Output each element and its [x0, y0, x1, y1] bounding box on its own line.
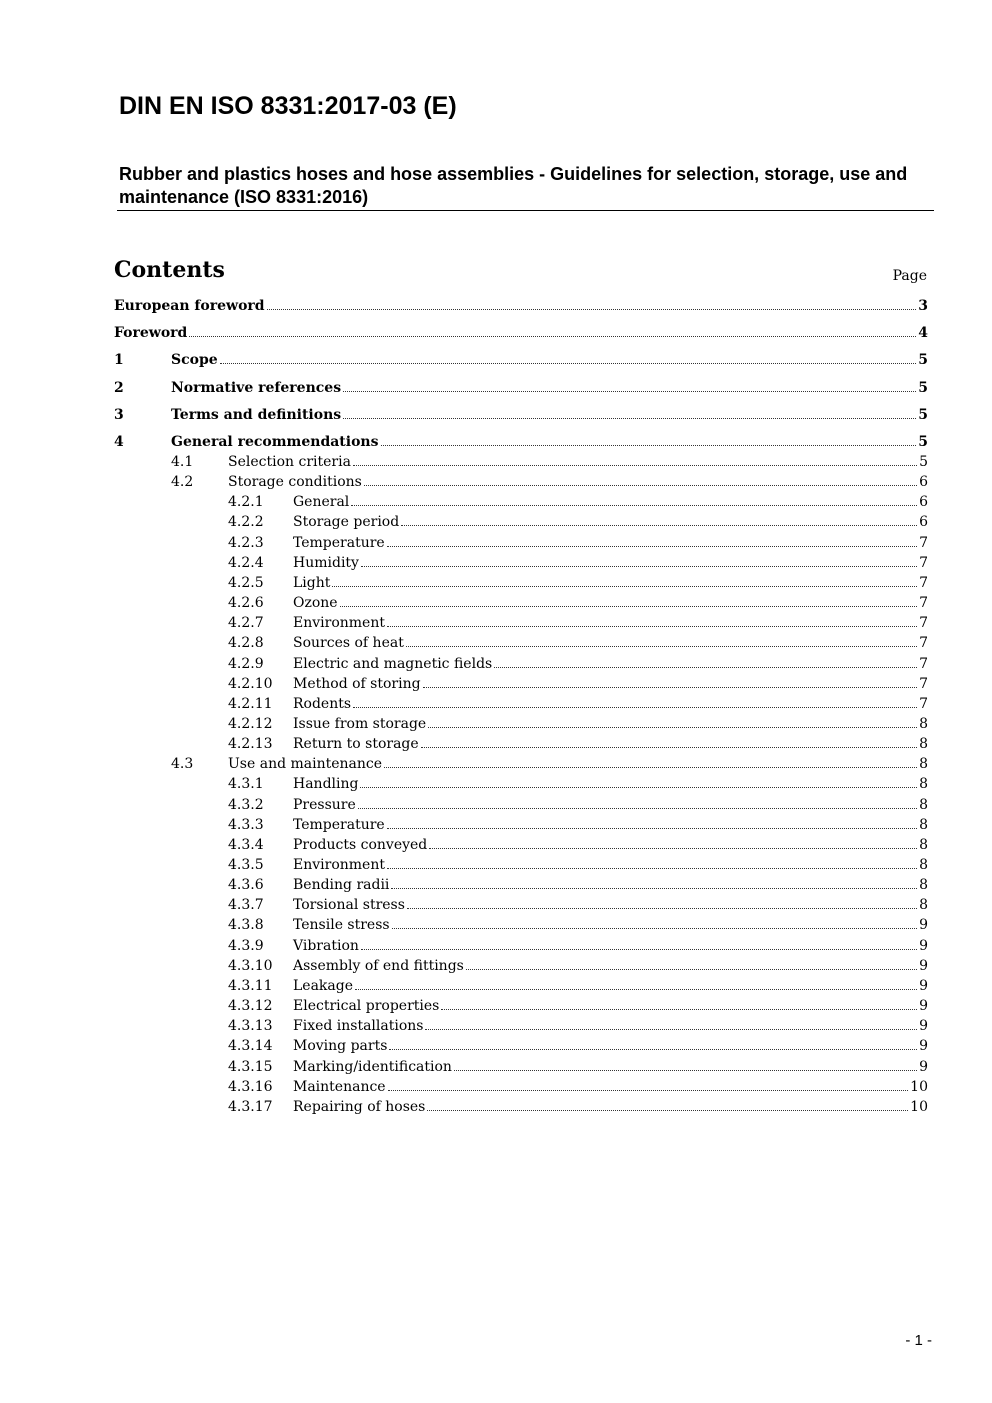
toc-leader-dots: [358, 808, 917, 809]
toc-entry-number: 4.3.10: [228, 957, 273, 974]
toc-leader-dots: [406, 646, 917, 647]
toc-entry-page: 8: [919, 736, 928, 753]
toc-entry-number: 4.2.9: [228, 655, 264, 672]
toc-entry-title: Fixed installations: [293, 1018, 424, 1035]
toc-entry-title: Rodents: [293, 695, 352, 712]
toc-entry[interactable]: [114, 716, 928, 736]
toc-entry-page: 7: [919, 595, 928, 612]
toc-entry-title: Temperature: [293, 816, 385, 833]
toc-leader-dots: [361, 949, 917, 950]
toc-entry-number: 4.3.1: [228, 776, 264, 793]
toc-entry-title: Ozone: [293, 595, 338, 612]
toc-entry-title: Pressure: [293, 796, 356, 813]
toc-entry-page: 5: [918, 379, 928, 396]
toc-entry-page: 5: [918, 352, 928, 369]
toc-entry-page: 9: [919, 1058, 928, 1075]
toc-leader-dots: [428, 727, 917, 728]
toc-entry-number: 4.3.7: [228, 897, 264, 914]
toc-entry-page: 8: [919, 816, 928, 833]
toc-entry-title: Storage period: [293, 514, 400, 531]
toc-entry-number: 4.2: [171, 474, 194, 491]
toc-leader-dots: [401, 525, 917, 526]
toc-entry-title: Vibration: [293, 937, 359, 954]
toc-entry-page: 8: [919, 857, 928, 873]
toc-leader-dots: [267, 309, 917, 310]
toc-entry-page: 7: [919, 695, 928, 712]
toc-entry-title: Environment: [293, 857, 385, 873]
toc-entry-title: Normative references: [171, 379, 342, 396]
toc-entry-page: 9: [919, 998, 928, 1015]
toc-leader-dots: [441, 1009, 917, 1010]
toc-entry[interactable]: [114, 352, 928, 376]
toc-entry-title: Marking/identification: [293, 1058, 452, 1075]
toc-leader-dots: [387, 546, 917, 547]
toc-entry-number: 4.3.11: [228, 977, 273, 994]
toc-entry-page: 9: [919, 957, 928, 974]
toc-entry-page: 7: [919, 554, 928, 571]
toc-entry-title: Return to storage: [293, 736, 419, 753]
toc-entry-number: 4.2.13: [228, 736, 273, 753]
toc-entry-title: General recommendations: [171, 434, 379, 450]
toc-entry-page: 3: [918, 298, 928, 314]
toc-entry[interactable]: [114, 998, 928, 1018]
toc-entry[interactable]: [114, 325, 928, 349]
toc-entry-page: 8: [919, 776, 928, 793]
toc-entry-number: 4.2.12: [228, 715, 273, 732]
toc-entry-page: 9: [919, 1018, 928, 1035]
page-column-label: Page: [892, 268, 927, 284]
toc-entry[interactable]: [114, 877, 928, 897]
toc-entry-number: 4.2.4: [228, 554, 264, 571]
toc-entry-page: 8: [919, 715, 928, 732]
toc-entry-number: 4.3.14: [228, 1038, 273, 1055]
toc-entry[interactable]: [114, 1079, 928, 1099]
toc-entry-page: 10: [910, 1098, 928, 1115]
toc-entry-number: 4.3.13: [228, 1018, 273, 1035]
toc-entry-title: Handling: [293, 776, 359, 793]
toc-entry-page: 6: [919, 494, 928, 511]
toc-entry-number: 3: [114, 406, 124, 423]
toc-entry-page: 6: [919, 514, 928, 531]
toc-entry-number: 4.3.15: [228, 1058, 273, 1075]
toc-entry-title: Light: [293, 574, 331, 591]
toc-entry-title: Storage conditions: [228, 474, 362, 491]
toc-entry-page: 7: [919, 574, 928, 591]
toc-entry-title: Issue from storage: [293, 715, 427, 732]
toc-entry-number: 4.3.4: [228, 836, 264, 853]
toc-entry-title: Environment: [293, 615, 385, 632]
toc-entry-title: Scope: [171, 352, 218, 369]
toc-entry-title: Tensile stress: [293, 917, 390, 934]
toc-entry-number: 4.3.8: [228, 917, 264, 934]
toc-leader-dots: [220, 363, 917, 364]
toc-leader-dots: [494, 667, 917, 668]
toc-leader-dots: [343, 391, 916, 392]
toc-entry-number: 4.3.9: [228, 937, 264, 954]
toc-entry-title: Torsional stress: [293, 897, 405, 914]
toc-entry-number: 4: [114, 434, 124, 450]
toc-leader-dots: [425, 1029, 917, 1030]
toc-entry[interactable]: [114, 555, 928, 575]
toc-entry-number: 4.3: [171, 756, 194, 773]
toc-entry[interactable]: [114, 736, 928, 756]
toc-entry[interactable]: [114, 595, 928, 615]
toc-leader-dots: [361, 566, 917, 567]
toc-entry-page: 5: [919, 454, 928, 470]
toc-leader-dots: [343, 418, 916, 419]
toc-leader-dots: [391, 888, 917, 889]
toc-entry-title: Bending radii: [293, 877, 390, 894]
toc-entry[interactable]: [114, 837, 928, 857]
toc-entry-title: Terms and definitions: [171, 406, 342, 423]
toc-entry[interactable]: [114, 1059, 928, 1079]
toc-entry[interactable]: [114, 1099, 928, 1119]
toc-entry-title: European foreword: [114, 298, 265, 314]
toc-leader-dots: [429, 848, 917, 849]
toc-entry-title: General: [293, 494, 350, 511]
toc-entry-page: 5: [918, 434, 928, 450]
toc-entry-page: 8: [919, 756, 928, 773]
toc-entry-title: Temperature: [293, 534, 385, 551]
toc-entry-title: Sources of heat: [293, 635, 404, 652]
toc-entry[interactable]: [114, 857, 928, 877]
toc-entry-page: 9: [919, 937, 928, 954]
toc-entry[interactable]: [114, 494, 928, 514]
toc-entry-title: Moving parts: [293, 1038, 388, 1055]
toc-entry-page: 8: [919, 796, 928, 813]
toc-entry[interactable]: [114, 380, 928, 404]
toc-leader-dots: [421, 747, 917, 748]
toc-entry[interactable]: [114, 776, 928, 796]
toc-entry-title: Electric and magnetic fields: [293, 655, 493, 672]
toc-leader-dots: [427, 1110, 908, 1111]
toc-entry-page: 8: [919, 836, 928, 853]
toc-entry-page: 10: [910, 1078, 928, 1095]
toc-entry[interactable]: [114, 615, 928, 635]
title-divider: [117, 210, 934, 211]
toc-entry-number: 4.1: [171, 454, 194, 470]
toc-leader-dots: [392, 928, 917, 929]
toc-entry-number: 1: [114, 352, 124, 369]
toc-entry-number: 4.2.1: [228, 494, 264, 511]
toc-leader-dots: [388, 1090, 909, 1091]
toc-entry[interactable]: [114, 797, 928, 817]
toc-entry-number: 4.3.17: [228, 1098, 273, 1115]
toc-entry-title: Products conveyed: [293, 836, 428, 853]
toc-entry[interactable]: [114, 676, 928, 696]
toc-entry-number: 4.2.2: [228, 514, 264, 531]
toc-entry[interactable]: [114, 298, 928, 322]
toc-entry-number: 4.3.3: [228, 816, 264, 833]
toc-leader-dots: [360, 787, 917, 788]
toc-entry-number: 4.3.2: [228, 796, 264, 813]
toc-entry[interactable]: [114, 917, 928, 937]
toc-leader-dots: [466, 969, 917, 970]
toc-entry-title: Leakage: [293, 977, 354, 994]
toc-leader-dots: [387, 868, 917, 869]
toc-entry-page: 8: [919, 897, 928, 914]
toc-entry-number: 4.2.3: [228, 534, 264, 551]
document-title: Rubber and plastics hoses and hose assemblies - Guidelines for selection, storage, use and maintenance (ISO 8331:2016): [119, 164, 908, 207]
toc-entry-title: Humidity: [293, 554, 359, 571]
toc-entry[interactable]: [114, 474, 928, 494]
toc-entry[interactable]: [114, 407, 928, 431]
toc-entry-title: Electrical properties: [293, 998, 440, 1015]
toc-leader-dots: [353, 707, 917, 708]
toc-entry-number: 4.2.7: [228, 615, 264, 632]
toc-entry-page: 9: [919, 917, 928, 934]
toc-entry[interactable]: [114, 454, 928, 474]
toc-leader-dots: [454, 1070, 917, 1071]
toc-entry-title: Selection criteria: [228, 454, 351, 470]
document-id: DIN EN ISO 8331:2017-03 (E): [119, 92, 457, 120]
toc-entry-number: 4.2.10: [228, 675, 273, 692]
toc-entry[interactable]: [114, 656, 928, 676]
toc-leader-dots: [389, 1049, 917, 1050]
toc-leader-dots: [332, 586, 917, 587]
toc-entry-page: 7: [919, 534, 928, 551]
toc-entry-number: 4.3.6: [228, 877, 264, 894]
toc-leader-dots: [353, 465, 917, 466]
toc-entry[interactable]: [114, 1038, 928, 1058]
toc-leader-dots: [340, 606, 917, 607]
toc-entry[interactable]: [114, 817, 928, 837]
toc-entry-number: 4.2.11: [228, 695, 273, 712]
toc-entry-page: 8: [919, 877, 928, 894]
toc-entry[interactable]: [114, 756, 928, 776]
toc-entry[interactable]: [114, 897, 928, 917]
toc-leader-dots: [384, 767, 917, 768]
toc-entry-title: Maintenance: [293, 1078, 386, 1095]
toc-entry-number: 4.3.12: [228, 998, 273, 1015]
toc-leader-dots: [189, 336, 916, 337]
toc-entry[interactable]: [114, 978, 928, 998]
toc-entry-page: 7: [919, 615, 928, 632]
toc-leader-dots: [364, 485, 917, 486]
footer-page-number: - 1 -: [905, 1332, 932, 1349]
toc-entry[interactable]: [114, 696, 928, 716]
toc-entry-page: 7: [919, 635, 928, 652]
toc-entry-page: 7: [919, 655, 928, 672]
toc-leader-dots: [355, 989, 917, 990]
toc-entry[interactable]: [114, 938, 928, 958]
toc-entry[interactable]: [114, 535, 928, 555]
toc-entry-page: 7: [919, 675, 928, 692]
toc-entry-number: 4.2.8: [228, 635, 264, 652]
toc-leader-dots: [387, 828, 917, 829]
toc-entry-page: 4: [918, 325, 928, 342]
toc-entry[interactable]: [114, 514, 928, 534]
toc-leader-dots: [387, 626, 917, 627]
toc-entry-page: 5: [918, 406, 928, 423]
toc-entry[interactable]: [114, 575, 928, 595]
toc-entry-number: 4.3.5: [228, 857, 264, 873]
toc-leader-dots: [407, 908, 917, 909]
contents-heading: Contents: [114, 257, 225, 283]
toc-entry-page: 9: [919, 977, 928, 994]
toc-entry-page: 9: [919, 1038, 928, 1055]
toc-entry-number: 2: [114, 379, 124, 396]
toc-entry[interactable]: [114, 958, 928, 978]
toc-entry-title: Repairing of hoses: [293, 1098, 426, 1115]
toc-leader-dots: [423, 687, 918, 688]
toc-entry-number: 4.3.16: [228, 1078, 273, 1095]
toc-leader-dots: [381, 445, 917, 446]
toc-entry-title: Use and maintenance: [228, 756, 383, 773]
toc-entry-number: 4.2.6: [228, 595, 264, 612]
toc-entry-page: 6: [919, 474, 928, 491]
toc-entry-title: Foreword: [114, 325, 188, 342]
toc-leader-dots: [351, 505, 917, 506]
toc-entry-title: Method of storing: [293, 675, 421, 692]
toc-entry[interactable]: [114, 635, 928, 655]
toc-entry-title: Assembly of end fittings: [293, 957, 464, 974]
toc-entry[interactable]: [114, 1018, 928, 1038]
toc-entry-number: 4.2.5: [228, 574, 264, 591]
